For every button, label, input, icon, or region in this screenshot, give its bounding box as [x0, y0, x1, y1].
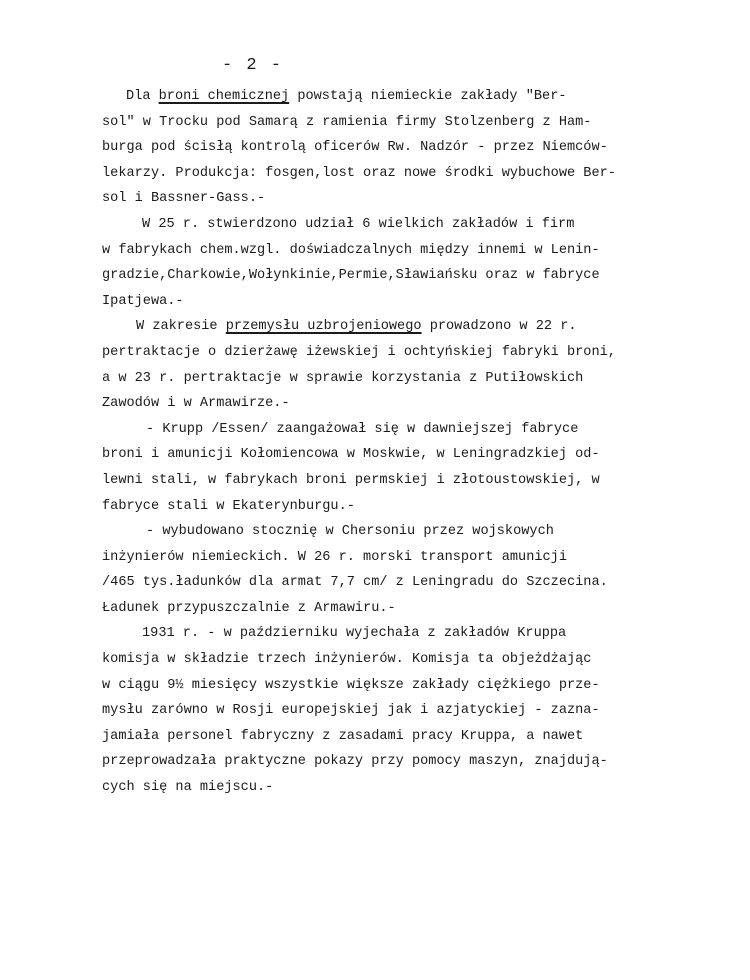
document-body: [102, 84, 616, 801]
underlined-heading: broni chemicznej: [158, 89, 290, 104]
text-line: - wybudowano stocznię w Chersoniu przez wojskowych: [146, 524, 554, 540]
text-line: jamiała personel fabryczny z zasadami pracy Kruppa, a nawet: [102, 728, 584, 744]
paragraph-armaments-industry: [102, 314, 616, 416]
text-segment: powstają niemieckie zakłady "Ber-: [289, 89, 567, 104]
text-line: burga pod ścisłą kontrolą oficerów Rw. Nadzór - przez Niemców-: [102, 140, 608, 156]
text-line: 1931 r. - w październiku wyjechała z zakładów Kruppa: [142, 626, 567, 642]
text-line: mysłu zarówno w Rosji europejskiej jak i azjatyckiej - zazna-: [102, 703, 600, 719]
text-line: [102, 314, 577, 340]
text-line: /465 tys.ładunków dla armat 7,7 cm/ z Leningradu do Szczecina.: [102, 575, 608, 591]
paragraph-chemical-weapons: [102, 84, 616, 212]
text-line: broni i amunicji Kołomiencowa w Moskwie, w Leningradzkiej od-: [102, 447, 600, 463]
text-line: - Krupp /Essen/ zaangażował się w dawniejszej fabryce: [146, 421, 579, 437]
paragraph-krupp-essen: [102, 417, 600, 519]
text-line: Ipatjewa.-: [102, 293, 184, 309]
text-line: komisja w składzie trzech inżynierów. Komisja ta objeżdżając: [102, 652, 592, 668]
text-line: inżynierów niemieckich. W 26 r. morski transport amunicji: [102, 549, 567, 565]
underlined-heading: przemysłu uzbrojeniowego: [225, 319, 422, 335]
text-line: przeprowadzała praktyczne pokazy przy pomocy maszyn, znajdują-: [102, 754, 608, 770]
text-line: Zawodów i w Armawirze.-: [102, 396, 290, 412]
text-line: lekarzy. Produkcja: fosgen,lost oraz nowe środki wybuchowe Ber-: [102, 165, 616, 181]
text-line: sol" w Trocku pod Samarą z ramienia firmy Stolzenberg z Ham-: [102, 114, 592, 130]
text-line: a w 23 r. pertraktacje w sprawie korzystania z Putiłowskich: [102, 370, 584, 386]
text-line: [102, 84, 567, 110]
text-line: lewni stali, w fabrykach broni permskiej i złotoustowskiej, w: [102, 472, 600, 488]
text-line: gradzie,Charkowie,Wołynkinie,Permie,Sławiańsku oraz w fabryce: [102, 268, 600, 284]
text-line: sol i Bassner-Gass.-: [102, 191, 266, 207]
text-line: cych się na miejscu.-: [102, 780, 274, 796]
text-line: pertraktacje o dzierżawę iżewskiej i ochtyńskiej fabryki broni,: [102, 344, 616, 360]
text-line: fabryce stali w Ekaterynburgu.-: [102, 498, 355, 514]
text-segment: Dla: [126, 89, 159, 104]
page-number: - 2 -: [221, 56, 283, 75]
text-segment: prowadzono w 22 r.: [421, 319, 577, 335]
text-line: w fabrykach chem.wzgl. doświadczalnych między innemi w Lenin-: [102, 242, 600, 258]
paragraph-krupp-commission-1931: [102, 621, 608, 800]
text-line: w ciągu 9½ miesięcy wszystkie większe zakłady ciężkiego prze-: [102, 677, 600, 693]
text-segment: W zakresie: [136, 319, 226, 335]
text-line: W 25 r. stwierdzono udział 6 wielkich zakładów i firm: [142, 216, 575, 232]
paragraph-chemical-plants: [102, 212, 600, 314]
text-line: Ładunek przypuszczalnie z Armawiru.-: [102, 600, 396, 616]
paragraph-shipyard-kherson: [102, 519, 608, 621]
